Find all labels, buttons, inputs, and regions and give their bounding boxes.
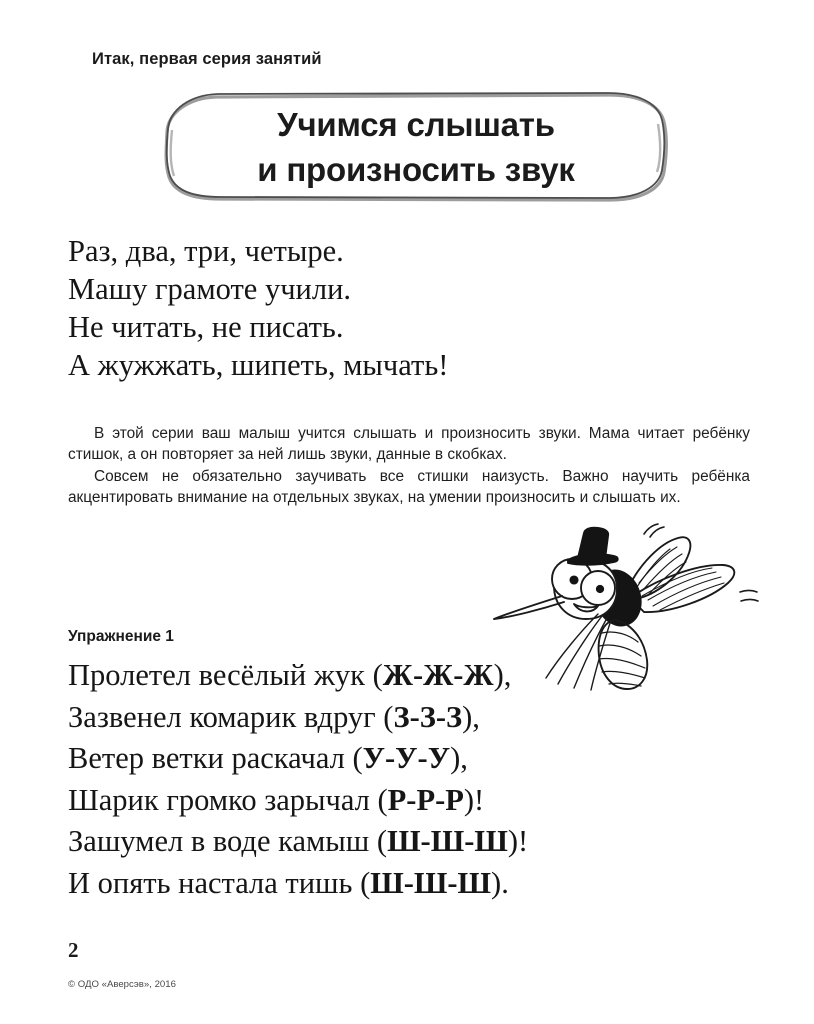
page-number: 2 [68, 938, 79, 962]
prose-paragraph: В этой серии ваш малыш учится слышать и произносить звуки. Мама читает ребёнку стишок, а он повторяет за ней лишь звуки, данные в скобках. [68, 425, 750, 464]
exercise-sound: Ш-Ш-Ш [370, 865, 492, 900]
mosquito-drawing [488, 516, 784, 692]
title-text [152, 102, 680, 192]
exercise-line-text: Шарик громко зарычал ( [68, 782, 388, 817]
exercise-line-text: Зашумел в воде камыш ( [68, 824, 388, 858]
exercise-line-suffix: ), [450, 741, 468, 775]
exercise-verse-line [68, 655, 528, 697]
exercise-line-suffix: ), [462, 699, 480, 734]
exercise-sound: У-У-У [362, 741, 451, 775]
intro-verse-line: Машу грамоте учили. [68, 272, 352, 306]
intro-verse-line: Раз, два, три, четыре. [68, 234, 344, 268]
exercise-label: Упражнение 1 [68, 628, 174, 645]
exercise-verse-line [68, 863, 528, 905]
exercise-line-suffix: )! [507, 824, 529, 858]
exercise-sound: З-З-З [393, 699, 463, 734]
intro-verse [68, 232, 448, 384]
exercise-line-suffix: )! [463, 782, 485, 817]
exercise-line-text: И опять настала тишь ( [68, 865, 371, 900]
exercise-verse-line [68, 821, 528, 863]
exercise-verse-line [68, 738, 528, 780]
exercise-sound: Ш-Ш-Ш [387, 824, 508, 858]
exercise-verse-line [68, 697, 528, 739]
intro-verse-line: А жужжать, шипеть, мычать! [68, 348, 449, 382]
exercise-verse-line [68, 780, 528, 822]
exercise-verse [68, 655, 528, 904]
intro-prose [68, 423, 750, 509]
exercise-line-suffix: ), [493, 658, 512, 692]
exercise-line-text: Зазвенел комарик вдруг ( [68, 699, 394, 734]
title-line-2: и произносить звук [257, 151, 575, 188]
prose-paragraph: Совсем не обязательно заучивать все стишки наизусть. Важно научить ребёнка акцентировать внимание на отдельных звуках, на умении произносить и слышать их. [68, 467, 750, 507]
mosquito-in-top-hat-illustration [488, 516, 784, 692]
running-head: Итак, первая серия занятий [92, 50, 322, 68]
copyright-notice: © ОДО «Аверсэв», 2016 [68, 979, 176, 990]
exercise-line-text: Пролетел весёлый жук ( [68, 658, 383, 692]
exercise-sound: Ж-Ж-Ж [382, 658, 494, 692]
intro-verse-line: Не читать, не писать. [68, 310, 344, 344]
exercise-line-text: Ветер ветки раскачал ( [68, 741, 363, 775]
exercise-sound: Р-Р-Р [387, 782, 464, 817]
title-plaque [166, 94, 666, 200]
exercise-line-suffix: ). [491, 865, 509, 900]
title-line-1: Учимся слышать [277, 106, 555, 143]
